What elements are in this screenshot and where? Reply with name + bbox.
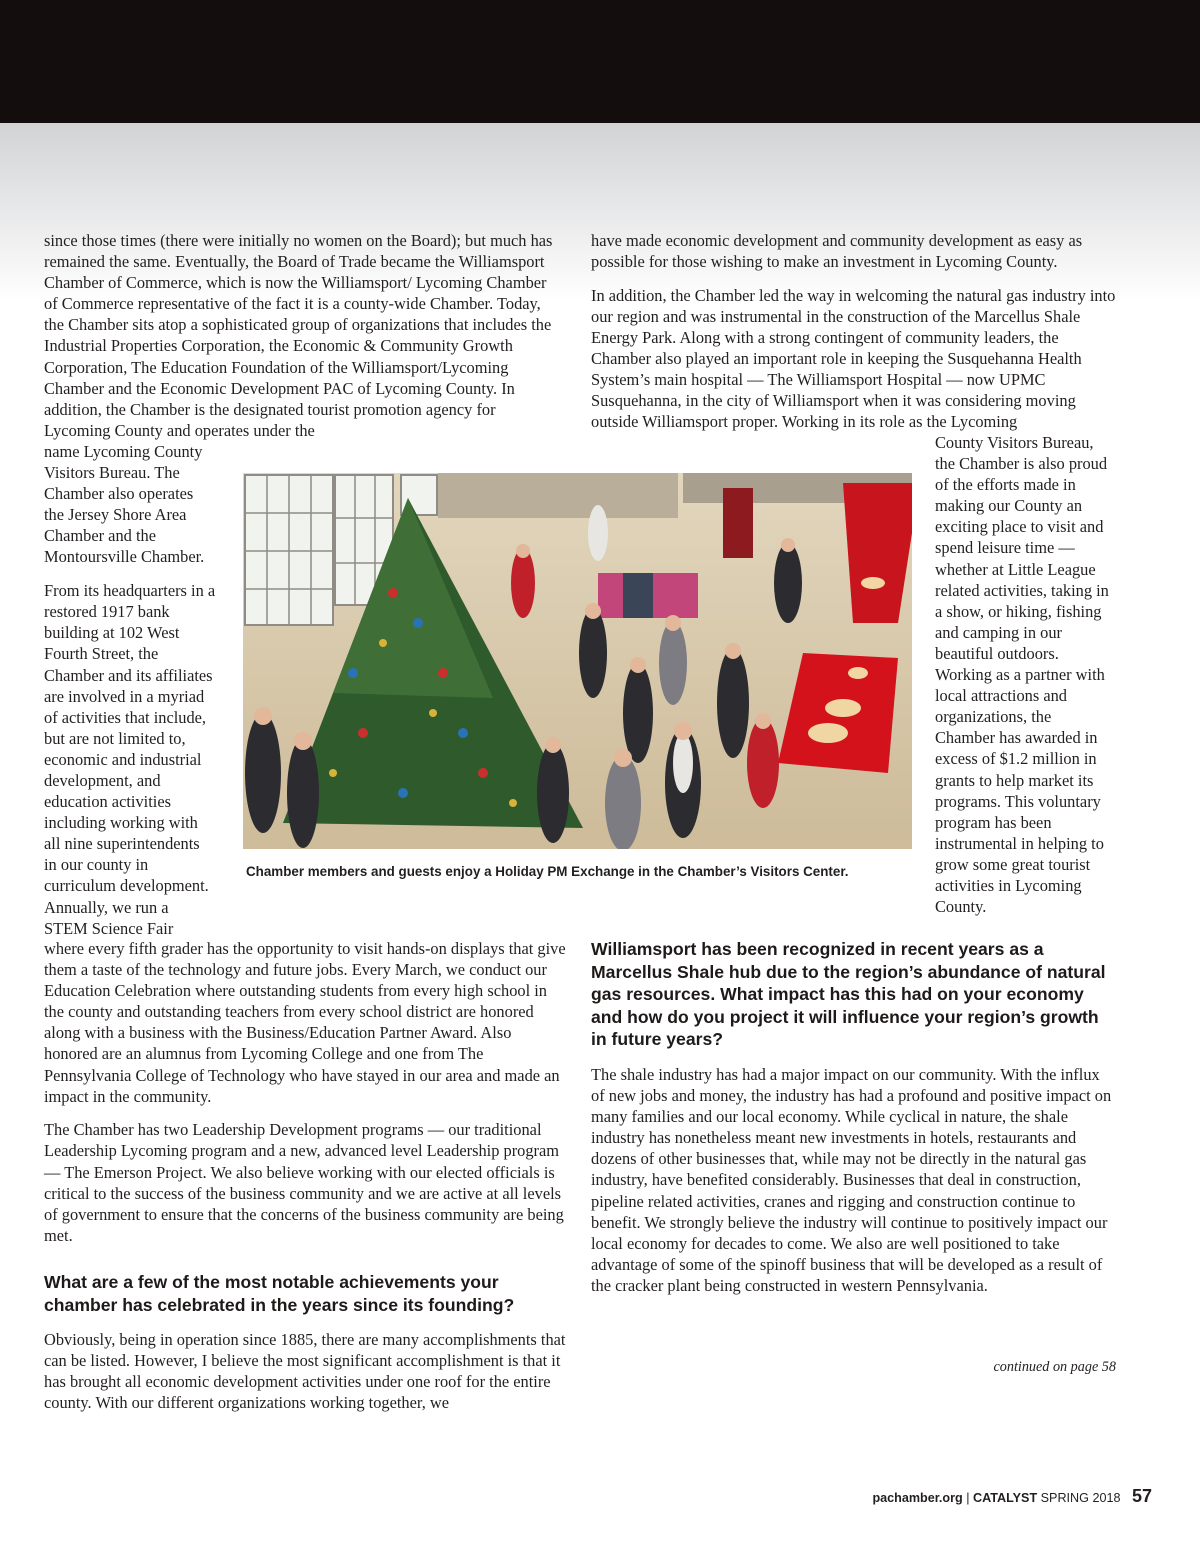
photo-caption: Chamber members and guests enjoy a Holiday PM Exchange in the Chamber’s Visitors Center. bbox=[246, 864, 849, 879]
body-paragraph: The Chamber has two Leadership Development programs — our traditional Leadership Lycoming program and a new, advanced level Leadership program — The Emerson Project. We also believe working with our elected officials is critical to the success of the business community and we are active at all levels of government to ensure that the concerns of the business community are being met. bbox=[44, 1120, 564, 1245]
event-photo-illustration bbox=[243, 473, 912, 849]
body-paragraph: In addition, the Chamber led the way in welcoming the natural gas industry into our region and was instrumental in the construction of the Marcellus Shale Energy Park. Along with a strong contingent of community leaders, the Chamber also played an important role in keeping the Susquehanna Health System’s main hospital — The Williamsport Hospital — now UPMC Susquehanna, in the city of Williamsport when it was considering moving outside Williamsport proper. Working in its role as the Lycoming bbox=[591, 285, 1116, 432]
body-paragraph: The shale industry has had a major impact on our community. With the influx of new jobs and money, the industry has had a profound and positive impact on many families and our local economy. While cyclical in nature, the shale industry has nonetheless meant new investments in hotels, restaurants and dozens of other businesses that, while may not be directly in the natural gas industry, have benefited considerably. Businesses that deal in construction, pipeline related activities, cranes and rigging and construction continue to benefit. We strongly believe the industry will continue to positively impact our local economy for decades to come. We also are well positioned to take advantage of some of the spinoff business that will be developed as a result of the cracker plant being constructed in western Pennsylvania. bbox=[591, 1064, 1112, 1295]
body-paragraph: Obviously, being in operation since 1885, there are many accomplishments that can be listed. However, I believe the most significant accomplishment is that it has brought all economic development activities under one roof for the entire county. With our different organizations working together, we bbox=[44, 1330, 566, 1413]
left-column-narrow bbox=[44, 441, 216, 939]
body-paragraph: have made economic development and community development as easy as possible for those wishing to make an investment in Lycoming County. bbox=[591, 231, 1083, 272]
right-column-top bbox=[591, 230, 1116, 432]
page-footer bbox=[872, 1486, 1152, 1507]
page-number: 57 bbox=[1131, 1486, 1152, 1506]
right-column-bottom bbox=[591, 938, 1117, 1296]
continued-note: continued on page 58 bbox=[993, 1359, 1116, 1375]
body-paragraph: where every fifth grader has the opportunity to visit hands-on displays that give them a taste of the technology and future jobs. Every March, we conduct our Education Celebration where outstanding students from every high school in the county and outstanding teachers from every school district are honored along with a business with the Business/Education Partner Award. Also honored are an alumnus from Lycoming College and one from The Pennsylvania College of Technology who have stayed in our area and made an impact in the community. bbox=[44, 939, 566, 1106]
body-paragraph: From its headquarters in a restored 1917 bank building at 102 West Fourth Street, the Chamber and its affiliates are involved in a myriad of activities that include, but are not limited to, economic and industrial development, and education activities including working with all nine superintendents in our county in curriculum development. Annually, we run a STEM Science Fair bbox=[44, 581, 216, 938]
interview-question: Williamsport has been recognized in recent years as a Marcellus Shale hub due to the region’s abundance of natural gas resources. What impact has this had on your economy and how do you project it will influence your region’s growth in future years? bbox=[591, 939, 1106, 1050]
footer-separator: | bbox=[966, 1491, 970, 1505]
body-paragraph: since those times (there were initially no women on the Board); but much has remained the same. Eventually, the Board of Trade became the Williamsport Chamber of Commerce, which is now the Williamsport/ Lycoming Chamber of Commerce representative of the fact it is a county-wide Chamber. Today, the Chamber sits atop a sophisticated group of organizations that includes the Industrial Properties Corporation, the Economic & Community Growth Corporation, The Education Foundation of the Williamsport/Lycoming Chamber and the Economic Development PAC of Lycoming County. In addition, the Chamber is the designated tourist promotion agency for Lycoming County and operates under the bbox=[44, 231, 553, 440]
left-column-top bbox=[44, 230, 564, 441]
header-band bbox=[0, 0, 1200, 123]
body-paragraph: County Visitors Bureau, the Chamber is also proud of the efforts made in making our County an exciting place to visit and spend leisure time — whether at Little League related activities, taking in a show, or hiking, fishing and camping in our beautiful outdoors. Working as a partner with local attractions and organizations, the Chamber has awarded in excess of $1.2 million in grants to help market its programs. This voluntary program has been instrumental in helping to grow some great tourist activities in Lycoming County. bbox=[935, 433, 1109, 917]
event-photo bbox=[243, 473, 912, 849]
interview-question: What are a few of the most notable achievements your chamber has celebrated in the years since its founding? bbox=[44, 1271, 515, 1315]
left-column-bottom bbox=[44, 938, 568, 1413]
footer-url: pachamber.org bbox=[872, 1491, 963, 1505]
right-column-narrow bbox=[935, 432, 1115, 917]
footer-issue: SPRING 2018 bbox=[1040, 1491, 1121, 1505]
body-paragraph: name Lycoming County Visitors Bureau. The Chamber also operates the Jersey Shore Area Chamber and the Montoursville Chamber. bbox=[44, 442, 205, 567]
footer-magazine: CATALYST bbox=[973, 1491, 1038, 1505]
